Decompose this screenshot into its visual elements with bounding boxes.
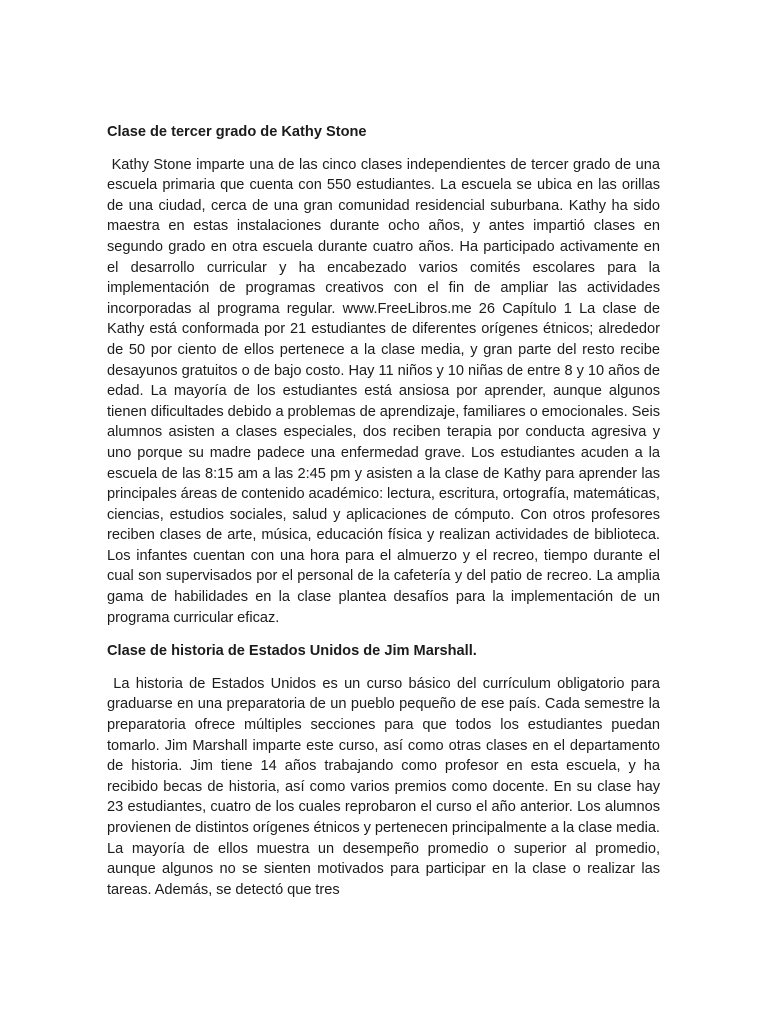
document-page [107, 122, 664, 900]
section-body-jim-marshall: La historia de Estados Unidos es un curso básico del currículum obligatorio para graduarse en una preparatoria de un pueblo pequeño de ese país. Cada semestre la preparatoria ofrece múltiples secciones para que todos los estudiantes puedan tomarlo. Jim Marshall imparte este curso, así como otras clases en el departamento de historia. Jim tiene 14 años trabajando como profesor en esta escuela, y ha recibido becas de historia, así como varios premios como docente. En su clase hay 23 estudiantes, cuatro de los cuales reprobaron el curso el año anterior. Los alumnos provienen de distintos orígenes étnicos y pertenecen principalmente a la clase media. La mayoría de ellos muestra un desempeño promedio o superior al promedio, aunque algunos no se sienten motivados para participar en la clase o realizar las tareas. Además, se detectó que tres [107, 675, 664, 898]
section-body-kathy-stone: Kathy Stone imparte una de las cinco clases independientes de tercer grado de una escuela primaria que cuenta con 550 estudiantes. La escuela se ubica en las orillas de una ciudad, cerca de una gran comunidad residencial suburbana. Kathy ha sido maestra en estas instalaciones durante ocho años, y antes impartió clases en segundo grado en otra escuela durante cuatro años. Ha participado activamente en el desarrollo curricular y ha encabezado varios comités escolares para la implementación de programas creativos con el fin de ampliar las actividades incorporadas al programa regular. www.FreeLibros.me 26 Capítulo 1 La clase de Kathy está conformada por 21 estudiantes de diferentes orígenes étnicos; alrededor de 50 por ciento de ellos pertenece a la clase media, y gran parte del resto recibe desayunos gratuitos o de bajo costo. Hay 11 niños y 10 niñas de entre 8 y 10 años de edad. La mayoría de los estudiantes está ansiosa por aprender, aunque algunos tienen dificultades debido a problemas de aprendizaje, familiares o emocionales. Seis alumnos asisten a clases especiales, dos reciben terapia por conducta agresiva y uno porque su madre padece una enfermedad grave. Los estudiantes acuden a la escuela de las 8:15 am a las 2:45 pm y asisten a la clase de Kathy para aprender las principales áreas de contenido académico: lectura, escritura, ortografía, matemáticas, ciencias, estudios sociales, salud y aplicaciones de cómputo. Con otros profesores reciben clases de arte, música, educación física y realizan actividades de biblioteca. Los infantes cuentan con una hora para el almuerzo y el recreo, tiempo durante el cual son supervisados por el personal de la cafetería y del patio de recreo. La amplia gama de habilidades en la clase plantea desafíos para la implementación de un programa curricular eficaz. [107, 156, 664, 626]
section-heading-jim-marshall: Clase de historia de Estados Unidos de Jim Marshall. [107, 643, 477, 660]
section-heading-kathy-stone: Clase de tercer grado de Kathy Stone [107, 124, 367, 140]
